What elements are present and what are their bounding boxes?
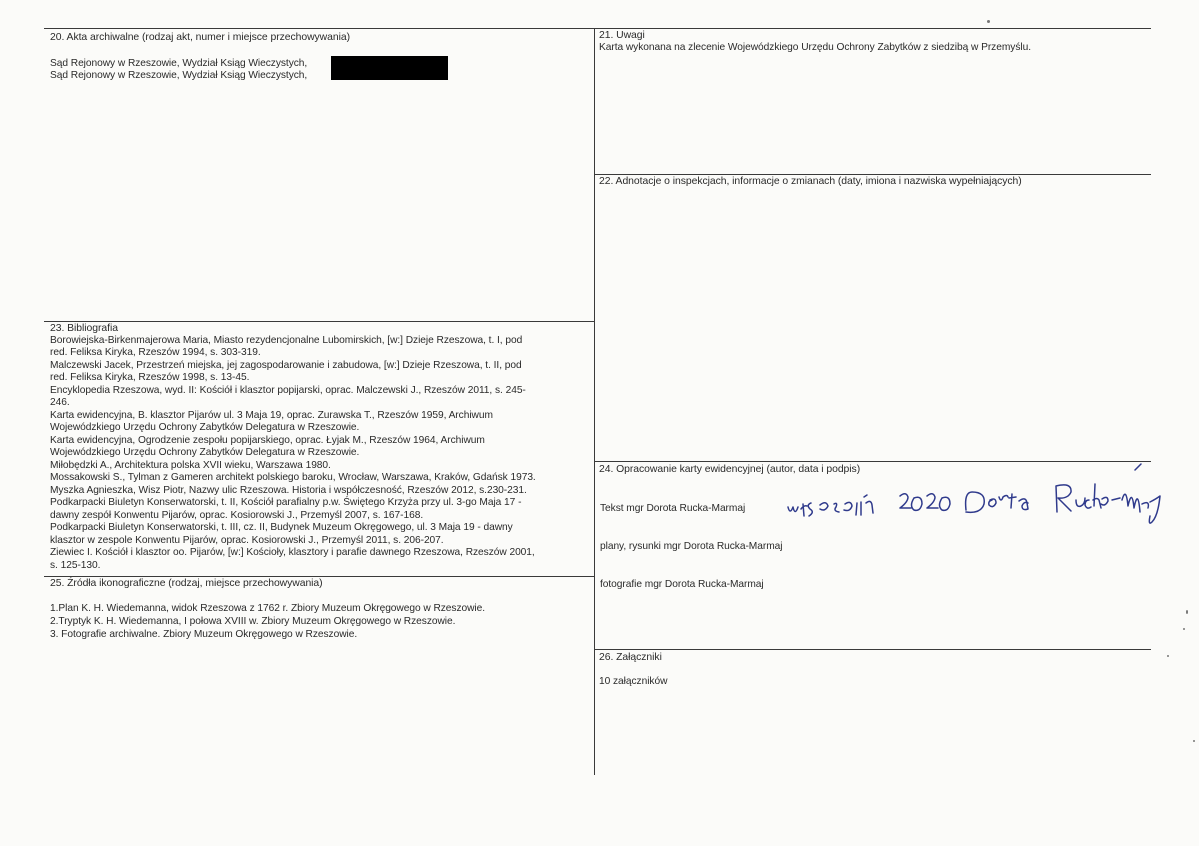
bibliography-line: Karta ewidencyjna, B. klasztor Pijarów ul. 3 Maja 19, oprac. Zurawska T., Rzeszów 1959, Archiwum xyxy=(50,410,493,421)
bibliography-line: Myszka Agnieszka, Wisz Piotr, Nazwy ulic Rzeszowa. Historia i współczesność, Rzeszów 2012, s.230-231. xyxy=(50,485,527,496)
zalaczniki-text: 10 załączników xyxy=(599,676,668,687)
scan-speck xyxy=(1183,628,1185,630)
zrodla-line-2: 2.Tryptyk K. H. Wiedemanna, I połowa XVIII w. Zbiory Muzeum Okręgowego w Rzeszowie. xyxy=(50,616,456,627)
bibliography-line: red. Feliksa Kiryka, Rzeszów 1998, s. 13-45. xyxy=(50,372,250,383)
zrodla-line-3: 3. Fotografie archiwalne. Zbiory Muzeum Okręgowego w Rzeszowie. xyxy=(50,629,358,640)
bibliography-line: Wojewódzkiego Urzędu Ochrony Zabytków Delegatura w Rzeszowie. xyxy=(50,422,360,433)
section-24-heading: 24. Opracowanie karty ewidencyjnej (autor, data i podpis) xyxy=(599,464,861,475)
section-26-heading: 26. Załączniki xyxy=(599,652,662,663)
bibliography-line: s. 125-130. xyxy=(50,560,101,571)
opracowanie-plany: plany, rysunki mgr Dorota Rucka-Marmaj xyxy=(600,541,783,552)
bibliography-line: Ziewiec I. Kościół i klasztor oo. Pijarów, [w:] Kościoły, klasztory i parafie dawnego Rzeszowa, Rzeszów 2001, xyxy=(50,547,535,558)
bibliography-line: Miłobędzki A., Architektura polska XVII wieku, Warszawa 1980. xyxy=(50,460,331,471)
bibliography-line: Mossakowski S., Tylman z Gameren architekt polskiego baroku, Wrocław, Warszawa, Kraków, Gdańsk 1973. xyxy=(50,472,536,483)
opracowanie-tekst: Tekst mgr Dorota Rucka-Marmaj xyxy=(600,503,746,514)
section-22-heading: 22. Adnotacje o inspekcjach, informacje o zmianach (daty, imiona i nazwiska wypełniających) xyxy=(599,176,1022,187)
section-25-heading: 25. Źródła ikonograficzne (rodzaj, miejsce przechowywania) xyxy=(50,578,323,589)
akta-line-1: Sąd Rejonowy w Rzeszowie, Wydział Ksiąg Wieczystych, xyxy=(50,58,308,69)
uwagi-text: Karta wykonana na zlecenie Wojewódzkiego Urzędu Ochrony Zabytków z siedzibą w Przemyślu. xyxy=(599,42,1031,53)
bibliography-line: Podkarpacki Biuletyn Konserwatorski, t. II, Kościół parafialny p.w. Świętego Krzyża przy ul. 3-go Maja 17 - xyxy=(50,497,522,508)
section-20-heading: 20. Akta archiwalne (rodzaj akt, numer i miejsce przechowywania) xyxy=(50,32,350,43)
akta-line-2: Sąd Rejonowy w Rzeszowie, Wydział Ksiąg Wieczystych, xyxy=(50,70,308,81)
bibliography-line: klasztor w zespole Konwentu Pijarów, oprac. Kosiorowski J., Przemyśl 2011, s. 206-207. xyxy=(50,535,444,546)
scan-speck xyxy=(1193,740,1195,742)
zrodla-line-1: 1.Plan K. H. Wiedemanna, widok Rzeszowa z 1762 r. Zbiory Muzeum Okręgowego w Rzeszowie. xyxy=(50,603,486,614)
opracowanie-fotografie: fotografie mgr Dorota Rucka-Marmaj xyxy=(600,579,764,590)
bibliography-line: red. Feliksa Kiryka, Rzeszów 1994, s. 303-319. xyxy=(50,347,261,358)
section-23-heading: 23. Bibliografia xyxy=(50,323,118,334)
bibliography-line: Karta ewidencyjna, Ogrodzenie zespołu popijarskiego, oprac. Łyjak M., Rzeszów 1964, Archiwum xyxy=(50,435,485,446)
section-21-heading: 21. Uwagi xyxy=(599,30,645,41)
bibliography-line: 246. xyxy=(50,397,70,408)
bibliography-line: dawny zespół Konwentu Pijarów, oprac. Kosiorowski J., Przemyśl 2007, s. 167-168. xyxy=(50,510,424,521)
bibliography-line: Borowiejska-Birkenmajerowa Maria, Miasto rezydencjonalne Lubomirskich, [w:] Dzieje Rzeszowa, t. I, pod xyxy=(50,335,523,346)
scan-speck xyxy=(987,20,990,23)
bibliography-line: Encyklopedia Rzeszowa, wyd. II: Kościół i klasztor popijarski, oprac. Malczewski J., Rzeszów 2011, s. 245- xyxy=(50,385,526,396)
bibliography-line: Wojewódzkiego Urzędu Ochrony Zabytków Delegatura w Rzeszowie. xyxy=(50,447,360,458)
scan-speck xyxy=(1167,655,1169,657)
scan-speck xyxy=(1186,610,1188,614)
bibliography-line: Podkarpacki Biuletyn Konserwatorski, t. III, cz. II, Budynek Muzeum Okręgowego, ul. 3 Maja 19 - dawny xyxy=(50,522,513,533)
bibliography-line: Malczewski Jacek, Przestrzeń miejska, jej zagospodarowanie i zabudowa, [w:] Dzieje Rzeszowa, t. II, pod xyxy=(50,360,522,371)
